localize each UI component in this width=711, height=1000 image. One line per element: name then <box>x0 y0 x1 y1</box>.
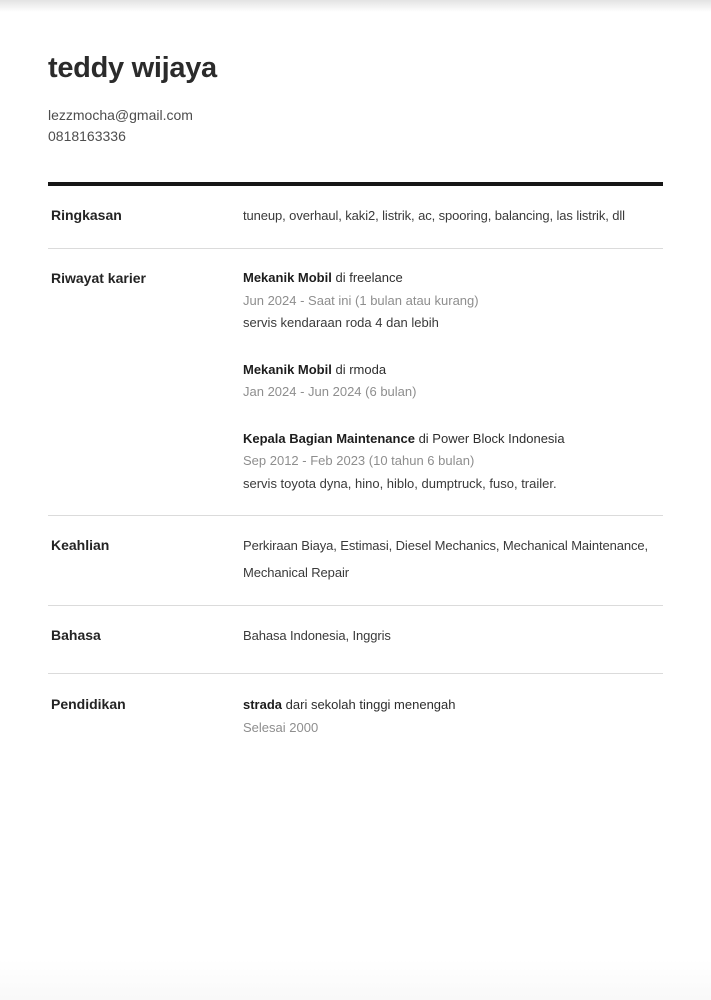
job-title: Mekanik Mobil <box>243 361 332 377</box>
job-dates: Jan 2024 - Jun 2024 (6 bulan) <box>243 384 417 399</box>
languages-text: Bahasa Indonesia, Inggris <box>243 628 391 643</box>
section-riwayat-karier <box>48 249 663 515</box>
section-pendidikan <box>48 674 663 739</box>
job-entry <box>243 428 663 496</box>
job-dates: Sep 2012 - Feb 2023 (10 tahun 6 bulan) <box>243 453 475 468</box>
education-title-line <box>243 693 663 716</box>
section-keahlian <box>48 516 663 605</box>
section-content-riwayat-karier <box>243 267 663 495</box>
section-label-bahasa: Bahasa <box>51 627 101 643</box>
job-company: di Power Block Indonesia <box>418 430 565 446</box>
resume-content <box>48 0 663 739</box>
section-label-ringkasan: Ringkasan <box>51 207 122 223</box>
job-description: servis toyota dyna, hino, hiblo, dumptruck, fuso, trailer. <box>243 475 557 491</box>
section-content-pendidikan <box>243 693 663 739</box>
job-company: di freelance <box>335 270 403 285</box>
job-description: servis kendaraan roda 4 dan lebih <box>243 315 439 330</box>
section-label-pendidikan: Pendidikan <box>51 696 126 712</box>
education-dates: Selesai 2000 <box>243 720 319 735</box>
job-title: Mekanik Mobil <box>243 270 332 285</box>
person-name: teddy wijaya <box>48 52 217 84</box>
job-title-line <box>243 359 663 382</box>
job-entry <box>243 359 663 404</box>
education-degree: dari sekolah tinggi menengah <box>285 697 456 712</box>
job-title-line <box>243 267 663 290</box>
section-content-bahasa <box>243 622 663 649</box>
job-title: Kepala Bagian Maintenance <box>243 430 415 446</box>
phone-text: 0818163336 <box>48 128 126 144</box>
education-school: strada <box>243 697 283 712</box>
section-bahasa <box>48 606 663 673</box>
section-content-ringkasan <box>243 202 663 229</box>
email-text: lezzmocha@gmail.com <box>48 107 193 123</box>
skills-text: Perkiraan Biaya, Estimasi, Diesel Mechanics, Mechanical Maintenance, Mechanical Repair <box>243 538 649 580</box>
summary-text: tuneup, overhaul, kaki2, listrik, ac, spooring, balancing, las listrik, dll <box>243 208 625 223</box>
job-dates: Jun 2024 - Saat ini (1 bulan atau kurang) <box>243 292 479 308</box>
contact-block <box>48 105 663 147</box>
section-content-keahlian <box>243 532 663 586</box>
section-label-riwayat-karier: Riwayat karier <box>51 270 146 286</box>
section-ringkasan <box>48 186 663 248</box>
job-title-line <box>243 428 663 451</box>
section-label-keahlian: Keahlian <box>51 537 110 553</box>
job-company: di rmoda <box>335 361 387 377</box>
job-entry <box>243 267 663 335</box>
